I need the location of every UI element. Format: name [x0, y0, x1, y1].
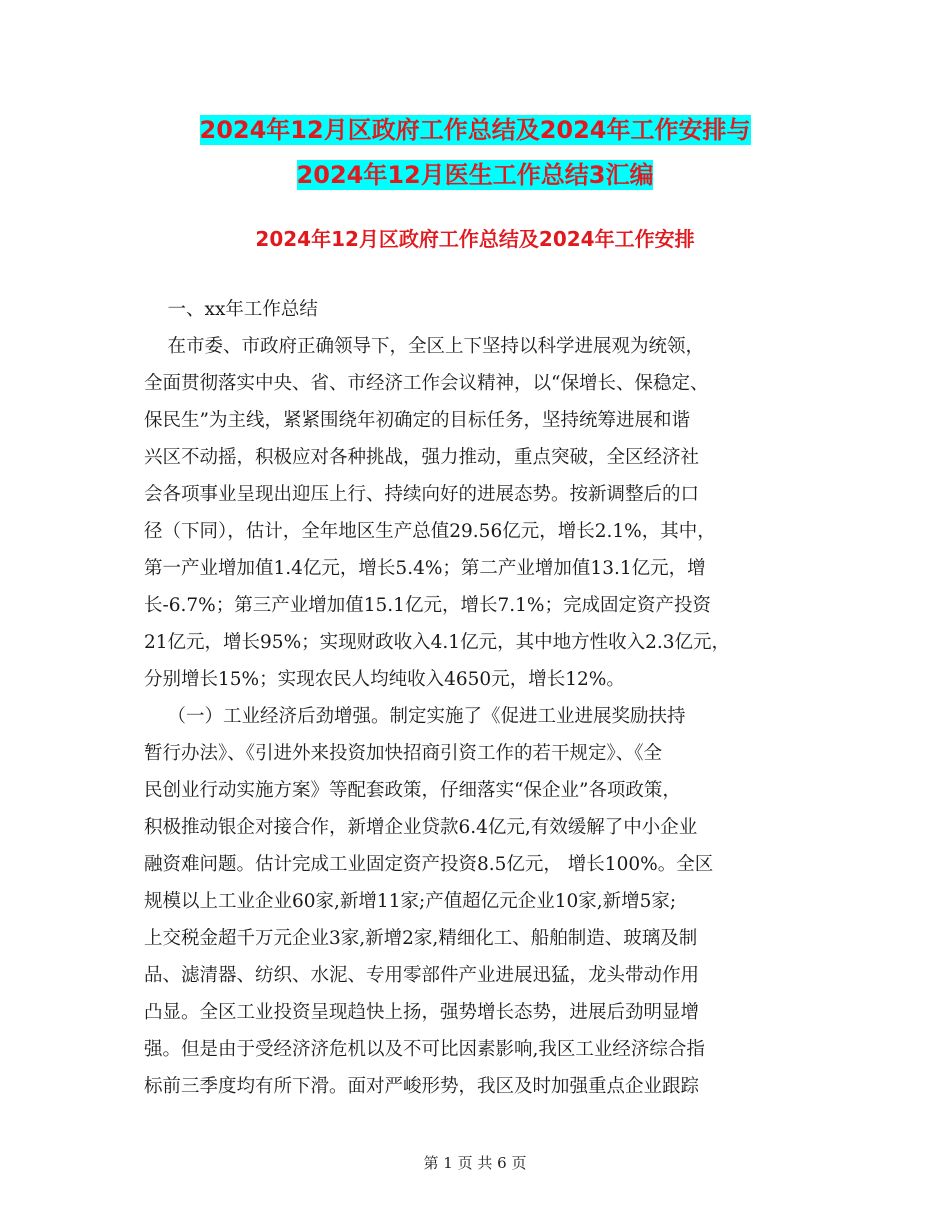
body-line: 径（下同），估计，全年地区生产总值29.56亿元，增长2.1%，其中，: [144, 521, 716, 542]
body-line: 第一产业增加值1.4亿元，增长5.4%；第二产业增加值13.1亿元，增: [144, 558, 706, 579]
body-line: 保民生”为主线，紧紧围绕年初确定的目标任务，坚持统筹进展和谐: [144, 410, 690, 431]
body-line: 一、xx年工作总结: [144, 299, 318, 320]
document-title-text-2: 2024年12月医生工作总结3汇编: [296, 161, 654, 189]
document-title-line-2: [0, 158, 950, 192]
body-line: 21亿元，增长95%；实现财政收入4.1亿元，其中地方性收入2.3亿元，: [144, 632, 731, 653]
body-line: 长-6.7%；第三产业增加值15.1亿元，增长7.1%；完成固定资产投资: [144, 595, 711, 616]
document-title-line-1: [0, 113, 950, 147]
section-title: 2024年12月区政府工作总结及2024年工作安排: [255, 227, 695, 251]
body-line: 分别增长15%；实现农民人均纯收入4650元，增长12%。: [144, 669, 625, 690]
body-line: 品、滤清器、纺织、水泥、专用零部件产业进展迅猛，龙头带动作用: [144, 965, 700, 986]
body-line: 暂行办法》、《引进外来投资加快招商引资工作的若干规定》、《全: [144, 743, 663, 764]
body-line: 全面贯彻落实中央、省、市经济工作会议精神，以“保增长、保稳定、: [144, 373, 709, 394]
body-line: 凸显。全区工业投资呈现趋快上扬，强势增长态势，进展后劲明显增: [144, 1002, 700, 1023]
page-footer: 第 1 页 共 6 页: [423, 1154, 527, 1172]
body-line: 融资难问题。估计完成工业固定资产投资8.5亿元， 增长100%。全区: [144, 854, 714, 875]
body-line: 兴区不动摇，积极应对各种挑战，强力推动，重点突破，全区经济社: [144, 447, 700, 468]
body-line: 民创业行动实施方案》等配套政策，仔细落实“保企业”各项政策，: [144, 780, 681, 801]
body-line: 规模以上工业企业60家,新增11家;产值超亿元企业10家,新增5家;: [144, 891, 677, 912]
body-line: 上交税金超千万元企业3家,新增2家,精细化工、船舶制造、玻璃及制: [144, 928, 698, 949]
body-line: 积极推动银企对接合作，新增企业贷款6.4亿元,有效缓解了中小企业: [144, 817, 698, 838]
body-line: 强。但是由于受经济济危机以及不可比因素影响,我区工业经济综合指: [144, 1039, 705, 1060]
body-line: 标前三季度均有所下滑。面对严峻形势，我区及时加强重点企业跟踪: [144, 1076, 700, 1097]
body-line: 在市委、市政府正确领导下，全区上下坚持以科学进展观为统领，: [144, 336, 705, 357]
document-title-text-1: 2024年12月区政府工作总结及2024年工作安排与: [199, 116, 751, 144]
body-line: （一）工业经济后劲增强。制定实施了《促进工业进展奖励扶持: [144, 706, 686, 727]
body-line: 会各项事业呈现出迎压上行、持续向好的进展态势。按新调整后的口: [144, 484, 700, 505]
